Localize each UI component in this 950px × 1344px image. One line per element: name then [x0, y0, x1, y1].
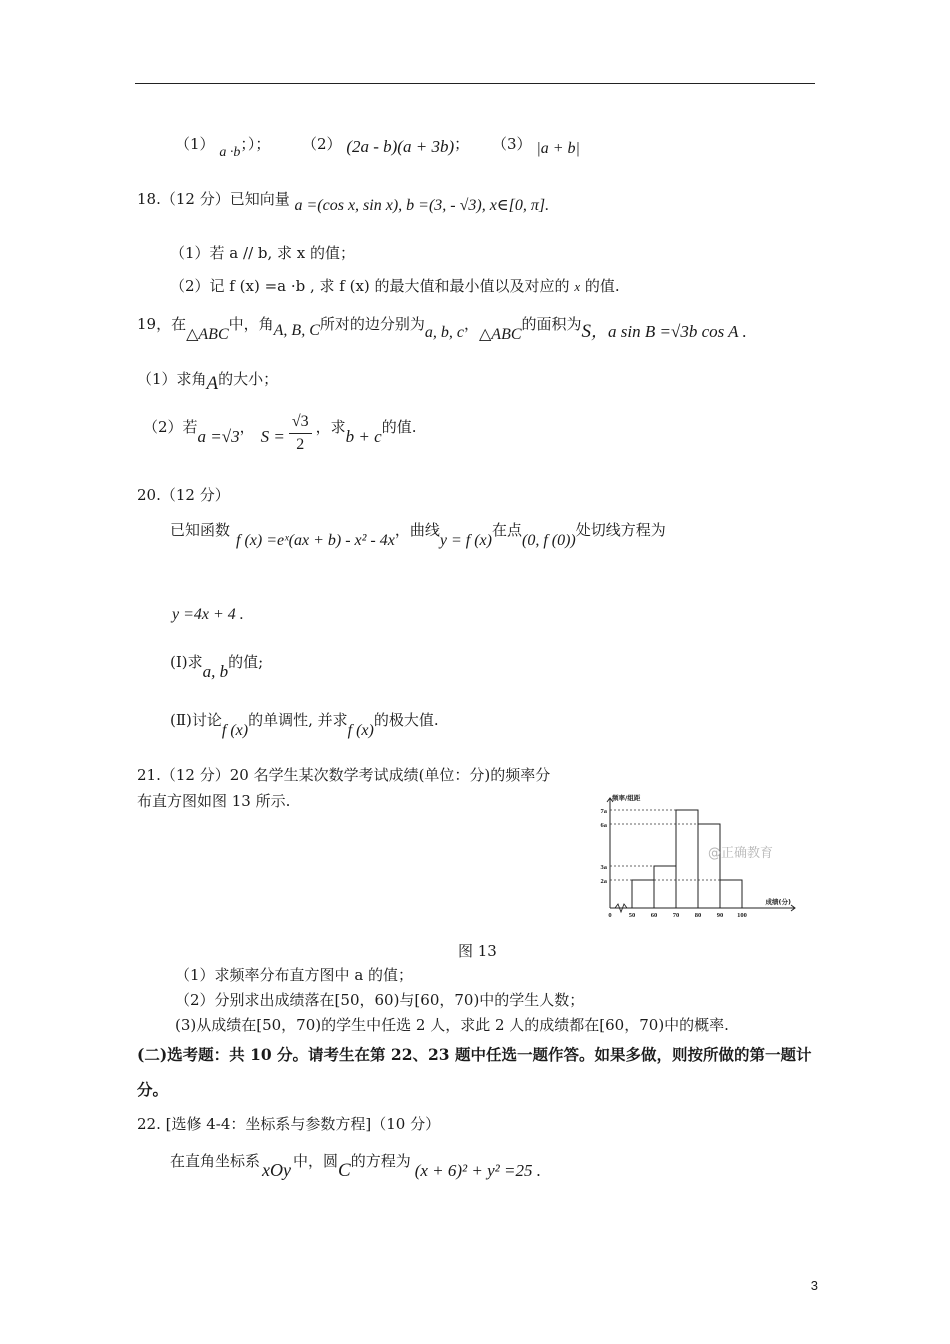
q20-pt: (0, f (0)) — [521, 532, 576, 549]
q17-part3 — [492, 134, 580, 155]
x-tick-label: 60 — [650, 912, 658, 919]
histogram-bar — [698, 824, 720, 908]
q20-curve: y = f (x) — [439, 532, 492, 549]
q17-part2 — [302, 134, 469, 154]
q20-p1-b: a, b — [202, 662, 229, 681]
histogram-bar — [676, 810, 698, 908]
x-tick-label: 90 — [716, 912, 724, 919]
page-number: 3 — [810, 1278, 818, 1293]
histogram-bar — [654, 866, 676, 908]
q17-p1-label: （1） — [175, 135, 215, 153]
q19-tri2: △ABC — [479, 326, 522, 343]
section2-line2: 分。 — [137, 1080, 169, 1099]
q22-eq: (x + 6)² + y² =25 . — [414, 1161, 541, 1180]
q19-p1-b: A — [206, 373, 219, 394]
q20-t2: ，曲线 — [394, 521, 440, 539]
q17-p3-expr: |a + b| — [536, 140, 580, 157]
q19-p2-c: ， — [239, 418, 255, 436]
y-tick-label: 2a — [600, 878, 607, 885]
q19-p2-g: 的值. — [381, 418, 417, 436]
x-tick-label: 50 — [628, 912, 636, 919]
q20-p2-d: f (x) — [347, 722, 374, 739]
q19-p2-e: ，求 — [315, 418, 346, 436]
q19-p2-a: （2）若 — [143, 418, 198, 436]
q19-part1 — [137, 369, 279, 394]
histogram-bar — [720, 880, 742, 908]
q20-line1 — [170, 520, 666, 549]
q18-p2-c: 的值. — [584, 277, 620, 295]
q18-part1: （1）若 a // b, 求 x 的值； — [170, 244, 356, 262]
x-tick-label: 70 — [672, 912, 680, 919]
q17-p3-label: （3） — [492, 135, 532, 153]
q20-t1: 已知函数 — [170, 521, 231, 539]
q19-part2 — [143, 413, 417, 467]
q19-sides: a, b, c — [424, 324, 464, 341]
q20-t4: 处切线方程为 — [575, 521, 666, 539]
y-tick-label: 7a — [600, 808, 607, 815]
q19-t3: 的面积为 — [521, 315, 582, 333]
q22-line1 — [170, 1150, 541, 1181]
q19-angles: A, B, C — [273, 322, 320, 339]
q20-p1-a: (Ⅰ)求 — [170, 653, 203, 671]
y-tick-label: 6a — [600, 822, 607, 829]
y-tick-label: 3a — [600, 864, 607, 871]
q19-head-text: 19，在 — [137, 315, 187, 333]
histogram-text — [601, 793, 792, 919]
q17-part1 — [175, 134, 271, 160]
x-tick-label: 80 — [694, 912, 702, 919]
q22-t3: 的方程为 — [350, 1152, 411, 1170]
q20-part1 — [170, 652, 264, 681]
frequency-histogram — [590, 790, 805, 925]
y-axis-title: 频率/组距 — [612, 794, 641, 802]
q19-p1-a: （1）求角 — [137, 370, 207, 388]
q22-circle: C — [338, 1160, 351, 1181]
q19-head — [137, 314, 747, 343]
q19-area: S — [581, 321, 592, 342]
q21-line1: 21.（12 分）20 名学生某次数学考试成绩(单位：分)的频率分 — [137, 766, 551, 784]
q20-p2-a: (Ⅱ)讨论 — [170, 711, 222, 729]
q20-tangent: y =4x + 4 . — [172, 606, 244, 623]
q19-p1-c: 的大小； — [218, 370, 279, 388]
x-tick-label: 0 — [608, 912, 612, 919]
q19-t2: 所对的边分别为 — [319, 315, 425, 333]
q21-line2: 布直方图如图 13 所示. — [137, 792, 291, 810]
q19-frac-den: 2 — [296, 436, 305, 453]
q20-part2 — [170, 710, 439, 739]
q18-head — [137, 189, 550, 214]
q19-p2-f: b + c — [345, 427, 382, 446]
q22-head: 22. [选修 4-4：坐标系与参数方程]（10 分） — [137, 1115, 441, 1133]
x-tick-label: 100 — [737, 912, 747, 919]
q19-tri1: △ABC — [186, 326, 229, 343]
q20-p2-e: 的极大值. — [373, 711, 439, 729]
q19-p2-b: a =√3 — [197, 427, 240, 446]
q18-p2-a: （2）记 f (x) =a ·b , 求 f (x) 的最大值和最小值以及对应的 — [170, 277, 570, 295]
q20-fx: f (x) =eˣ(ax + b) - x² - 4x — [236, 532, 395, 549]
q19-t1: 中，角 — [228, 315, 274, 333]
watermark-text: @正确教育 — [708, 846, 774, 861]
section2-line1: (二)选考题：共 10 分。请考生在第 22、23 题中任选一题作答。如果多做，则按所做的第一题计 — [137, 1045, 812, 1064]
q17-p2-tail: ； — [454, 135, 470, 153]
q18-part2 — [170, 276, 620, 297]
q22-t2: 中，圆 — [293, 1152, 339, 1170]
q18-expr: a =(cos x, sin x), b =(3, - √3), x∈[0, π]. — [294, 197, 550, 214]
q22-t1: 在直角坐标系 — [170, 1152, 261, 1170]
q17-p2-label: （2） — [302, 135, 342, 153]
q17-p2-expr: (2a - b)(a + 3b) — [346, 137, 455, 156]
q19-cond: ，a sin B =√3b cos A . — [591, 322, 747, 341]
x-axis-title: 成绩(分) — [765, 898, 791, 906]
histogram-bar — [632, 880, 654, 908]
q17-p1-tail: ；）； — [240, 135, 271, 153]
q20-head: 20.（12 分） — [137, 486, 230, 504]
q21-part2: （2）分别求出成绩落在[50，60)与[60，70)中的学生人数； — [175, 991, 585, 1009]
q22-sys: xOy — [262, 1160, 291, 1180]
q21-part3: (3)从成绩在[50，70)的学生中任选 2 人，求此 2 人的成绩都在[60，70)中的概率. — [175, 1016, 729, 1034]
q20-p2-c: 的单调性, 并求 — [248, 711, 348, 729]
q19-fraction — [289, 411, 312, 456]
q19-frac-num: √3 — [289, 411, 312, 434]
q21-part1: （1）求频率分布直方图中 a 的值； — [175, 966, 414, 984]
q18-head-text: 18.（12 分）已知向量 — [137, 190, 290, 208]
q18-p2-b: x — [574, 279, 581, 294]
header-rule — [135, 83, 815, 84]
figure-caption: 图 13 — [458, 942, 497, 960]
q20-t3: 在点 — [491, 521, 522, 539]
q19-p2-d: S = — [260, 427, 285, 446]
q20-p1-c: 的值; — [228, 653, 264, 671]
q17-p1-expr: a ·b — [219, 145, 241, 160]
q19-sep: ， — [463, 315, 479, 333]
q20-p2-b: f (x) — [221, 722, 249, 739]
